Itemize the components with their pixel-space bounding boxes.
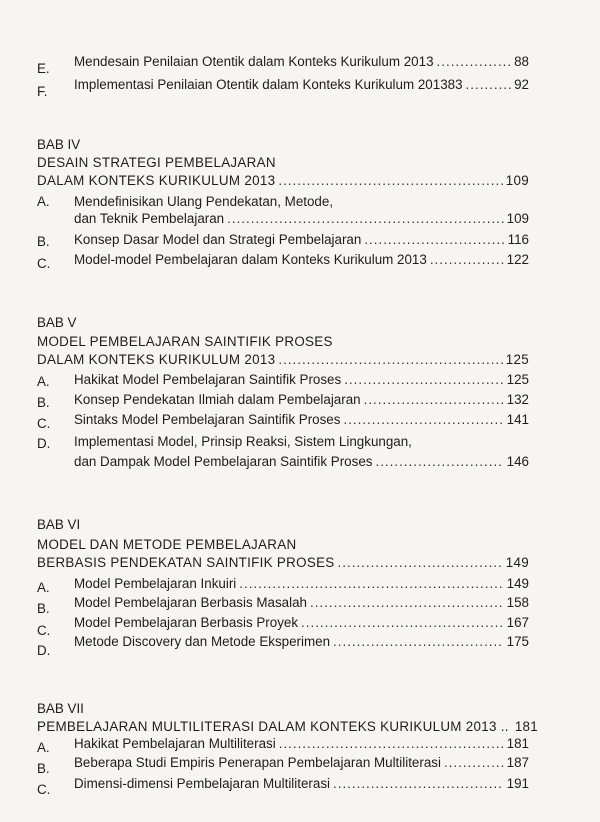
toc-page-number: 149 — [505, 555, 529, 570]
leader-dots — [239, 576, 503, 592]
toc-page-number: 191 — [506, 776, 529, 791]
toc-entry-top-f[interactable] — [74, 77, 529, 93]
toc-entry-top-e[interactable] — [74, 54, 529, 70]
toc-entry-bab5-a[interactable] — [74, 372, 529, 388]
toc-entry-bab7-c[interactable] — [74, 776, 529, 792]
chapter-entry-bab6[interactable] — [37, 555, 529, 571]
toc-entry-title: Implementasi Penilaian Otentik dalam Konteks Kurikulum 201383 — [74, 77, 463, 92]
toc-entry-title: Konsep Pendekatan Ilmiah dalam Pembelajaran — [74, 392, 361, 407]
chapter-label: BAB VI — [37, 517, 81, 532]
chapter-entry-bab7[interactable] — [37, 719, 539, 735]
leader-dots — [343, 412, 503, 428]
leader-dots — [444, 755, 504, 771]
toc-page-number: 187 — [506, 755, 529, 770]
chapter-entry-bab4[interactable] — [37, 173, 529, 189]
chapter-title: MODEL DAN METODE PEMBELAJARAN — [37, 537, 297, 552]
leader-dots — [227, 211, 504, 227]
toc-entry-bab5-b[interactable] — [74, 392, 529, 408]
chapter-label: BAB IV — [37, 137, 81, 152]
leader-dots — [278, 352, 502, 368]
chapter-title: BERBASIS PENDEKATAN SAINTIFIK PROSES — [37, 555, 335, 570]
leader-dots — [364, 232, 504, 248]
toc-letter: B. — [37, 395, 50, 410]
toc-page-number: 158 — [506, 595, 529, 610]
chapter-title: DALAM KONTEKS KURIKULUM 2013 — [37, 352, 276, 367]
toc-letter: D. — [37, 643, 51, 658]
toc-letter: E. — [37, 61, 50, 76]
toc-entry-title: Beberapa Studi Empiris Penerapan Pembelajaran Multiliterasi — [74, 755, 441, 770]
leader-dots — [430, 252, 504, 268]
toc-letter: C. — [37, 623, 51, 638]
toc-page-number: 109 — [506, 211, 529, 226]
toc-page-number: 125 — [506, 372, 529, 387]
leader-dots — [279, 736, 504, 752]
toc-entry-bab4-c[interactable] — [74, 252, 529, 268]
toc-entry-title: Hakikat Pembelajaran Multiliterasi — [74, 736, 276, 751]
toc-entry-bab4-b[interactable] — [74, 232, 529, 248]
leader-dots — [338, 555, 503, 571]
toc-entry-bab4-a[interactable] — [74, 211, 529, 227]
leader-dots — [364, 392, 504, 408]
leader-dots — [310, 595, 504, 611]
leader-dots — [437, 54, 512, 70]
toc-letter: B. — [37, 761, 50, 776]
toc-page-number: 141 — [506, 412, 529, 427]
toc-entry-title: Model Pembelajaran Inkuiri — [74, 576, 237, 591]
leader-dots — [333, 776, 504, 792]
toc-entry-title: Dimensi-dimensi Pembelajaran Multiliterasi — [74, 776, 330, 791]
toc-letter: B. — [37, 234, 50, 249]
toc-page-number: 146 — [506, 454, 529, 469]
toc-letter: A. — [37, 374, 50, 389]
toc-letter: A. — [37, 740, 50, 755]
toc-page-number: 88 — [514, 54, 529, 69]
toc-entry-bab6-b[interactable] — [74, 595, 529, 611]
leader-dots — [375, 454, 503, 470]
toc-page-number: 167 — [506, 615, 529, 630]
toc-entry-title: Model Pembelajaran Berbasis Masalah — [74, 595, 307, 610]
toc-letter: A. — [37, 580, 50, 595]
toc-letter: C. — [37, 416, 51, 431]
toc-page-number: 116 — [507, 232, 529, 247]
toc-page-number: 181 — [514, 719, 539, 734]
toc-page-number: 175 — [506, 634, 529, 649]
toc-entry-title: dan Dampak Model Pembelajaran Saintifik Proses — [74, 454, 373, 469]
chapter-title: DALAM KONTEKS KURIKULUM 2013 — [37, 173, 276, 188]
toc-entry-title: Mendesain Penilaian Otentik dalam Konteks Kurikulum 2013 — [74, 54, 434, 69]
toc-entry-bab6-c[interactable] — [74, 615, 529, 631]
toc-entry-title: Sintaks Model Pembelajaran Saintifik Proses — [74, 412, 341, 427]
leader-dots — [278, 173, 502, 189]
chapter-entry-bab5[interactable] — [37, 352, 529, 368]
toc-letter: F. — [37, 84, 48, 99]
chapter-title: PEMBELAJARAN MULTILITERASI DALAM KONTEKS KURIKULUM 2013 .. — [37, 719, 509, 734]
toc-letter: C. — [37, 782, 51, 797]
toc-entry-title: Model Pembelajaran Berbasis Proyek — [74, 615, 299, 630]
toc-letter: C. — [37, 256, 51, 271]
toc-page-number: 181 — [506, 736, 529, 751]
toc-letter: D. — [37, 436, 51, 451]
toc-entry-title: Metode Discovery dan Metode Eksperimen — [74, 634, 331, 649]
toc-letter: A. — [37, 194, 50, 209]
chapter-title: DESAIN STRATEGI PEMBELAJARAN — [37, 155, 276, 170]
toc-page-number: 149 — [506, 576, 529, 591]
chapter-label: BAB V — [37, 315, 77, 330]
toc-entry-title: Konsep Dasar Model dan Strategi Pembelajaran — [74, 232, 362, 247]
toc-page-number: 122 — [506, 252, 529, 267]
toc-entry-title: dan Teknik Pembelajaran — [74, 211, 225, 226]
leader-dots — [333, 634, 504, 650]
toc-page-number: 92 — [514, 77, 529, 92]
toc-page-number: 109 — [505, 173, 529, 188]
leader-dots — [466, 77, 512, 93]
toc-entry-bab7-a[interactable] — [74, 736, 529, 752]
leader-dots — [344, 372, 503, 388]
toc-page-number: 132 — [506, 392, 529, 407]
toc-letter: B. — [37, 601, 50, 616]
toc-page-number: 125 — [505, 352, 529, 367]
toc-entry-title: Implementasi Model, Prinsip Reaksi, Sistem Lingkungan, — [74, 434, 412, 449]
toc-entry-title: Model-model Pembelajaran dalam Konteks Kurikulum 2013 — [74, 252, 427, 267]
toc-entry-bab5-d[interactable] — [74, 454, 529, 470]
toc-entry-title: Mendefinisikan Ulang Pendekatan, Metode, — [74, 194, 334, 209]
toc-entry-title: Hakikat Model Pembelajaran Saintifik Proses — [74, 372, 342, 387]
leader-dots — [301, 615, 504, 631]
toc-entry-bab5-c[interactable] — [74, 412, 529, 428]
chapter-title: MODEL PEMBELAJARAN SAINTIFIK PROSES — [37, 334, 333, 349]
toc-entry-bab6-d[interactable] — [74, 634, 529, 650]
chapter-label: BAB VII — [37, 701, 84, 716]
toc-entry-bab6-a[interactable] — [74, 576, 529, 592]
toc-entry-bab7-b[interactable] — [74, 755, 529, 771]
